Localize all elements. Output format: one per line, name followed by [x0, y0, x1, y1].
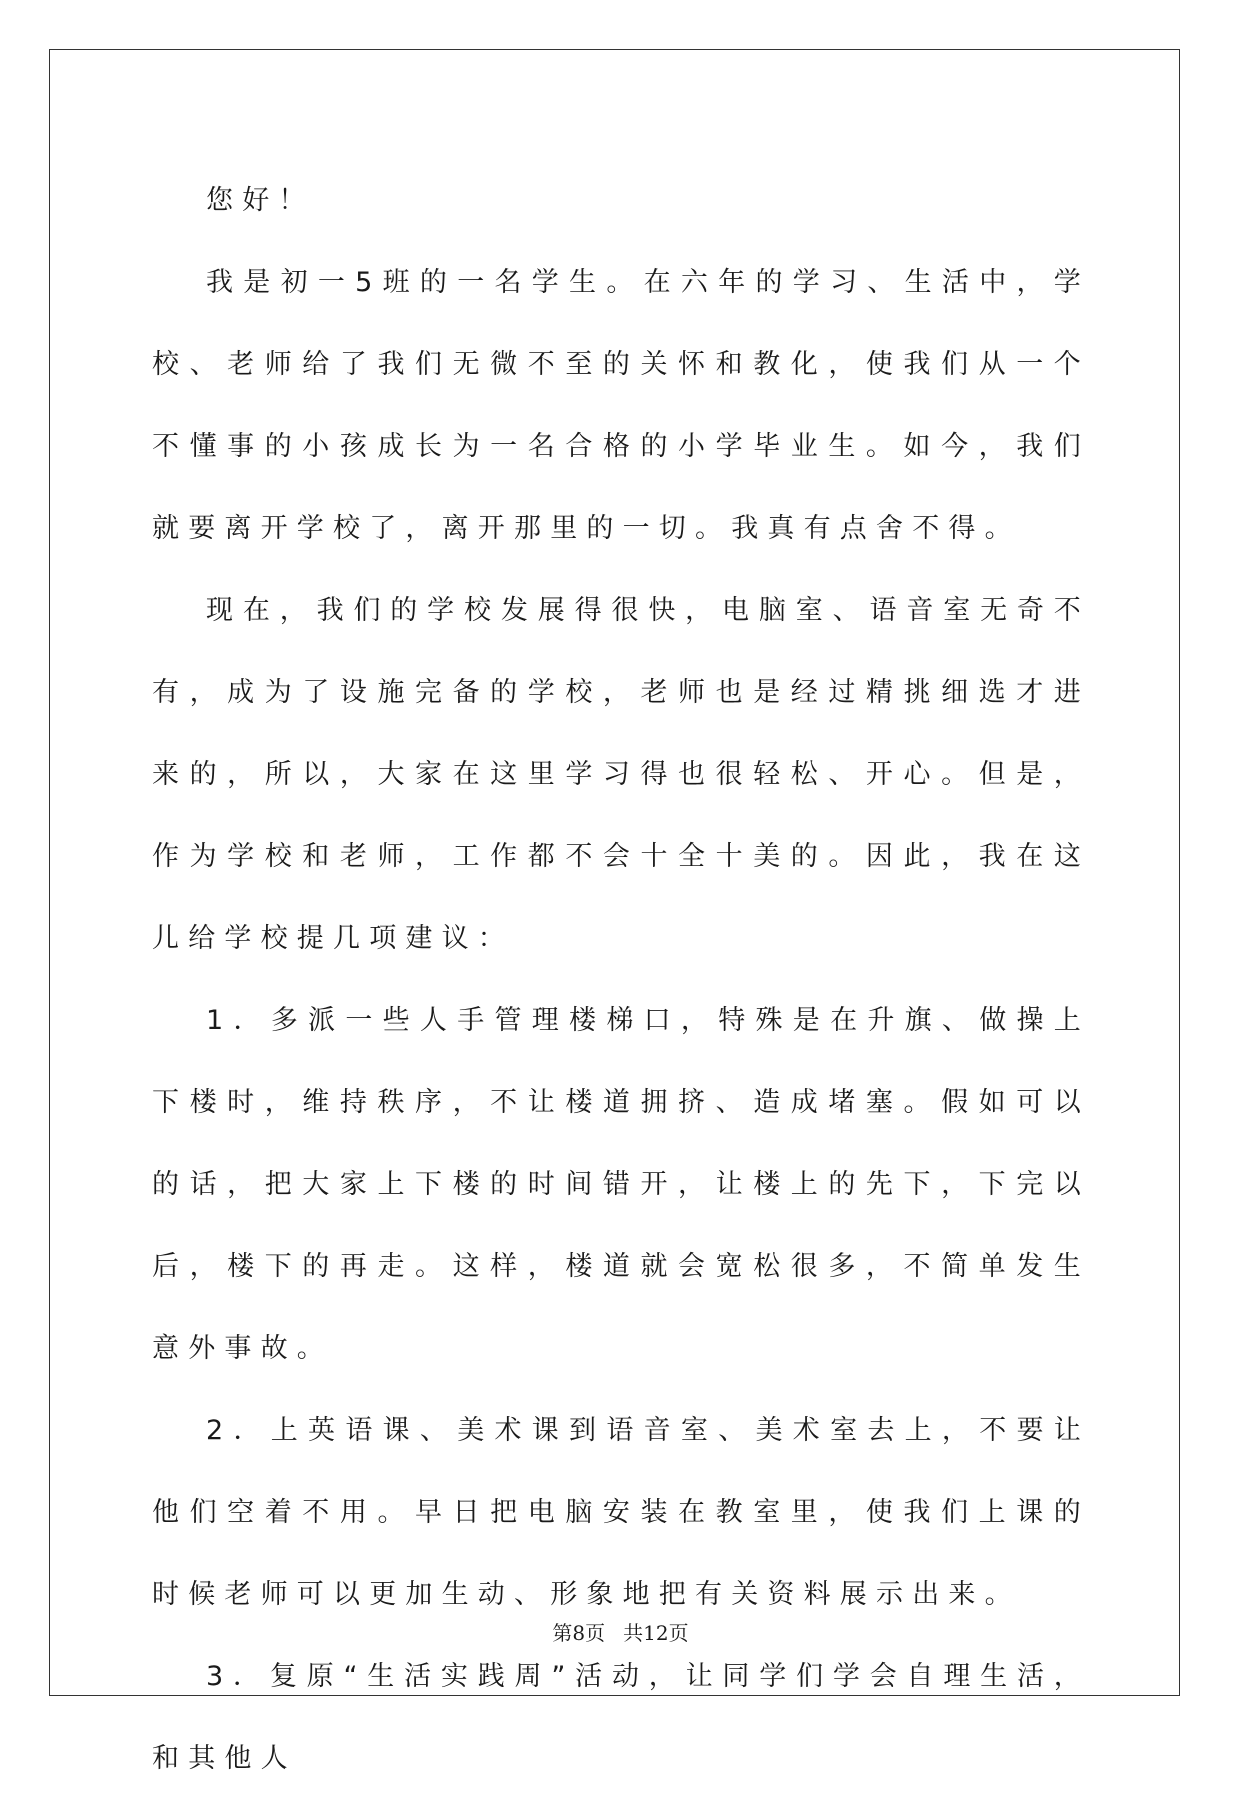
intro-paragraph: 我是初一5班的一名学生。在六年的学习、生活中，学校、老师给了我们无微不至的关怀和教化，使我们从一个不懂事的小孩成长为一名合格的小学毕业生。如今，我们就要离开学校了，离开那里的一切。我真有点舍不得。 — [152, 267, 1090, 544]
suggestion-1-paragraph: 1．多派一些人手管理楼梯口，特殊是在升旗、做操上下楼时，维持秩序，不让楼道拥挤、造成堵塞。假如可以的话，把大家上下楼的时间错开，让楼上的先下，下完以后，楼下的再走。这样，楼道就会宽松很多，不简单发生意外事故。 — [152, 1005, 1090, 1364]
school-status-paragraph: 现在，我们的学校发展得很快，电脑室、语音室无奇不有，成为了设施完备的学校，老师也是经过精挑细选才进来的，所以，大家在这里学习得也很轻松、开心。但是，作为学校和老师，工作都不会十全十美的。因此，我在这儿给学校提几项建议： — [152, 595, 1090, 954]
suggestion-2-paragraph: 2．上英语课、美术课到语音室、美术室去上，不要让他们空着不用。早日把电脑安装在教室里，使我们上课的时候老师可以更加生动、形象地把有关资料展示出来。 — [152, 1415, 1090, 1610]
current-page-number: 第8页 — [552, 1621, 606, 1645]
document-body — [152, 160, 1090, 1800]
suggestion-3-paragraph: 3．复原“生活实践周”活动，让同学们学会自理生活，和其他人 — [152, 1661, 1090, 1774]
greeting-paragraph: 您好！ — [206, 185, 315, 216]
total-page-count: 共12页 — [623, 1621, 689, 1645]
page-footer — [0, 1617, 1241, 1646]
